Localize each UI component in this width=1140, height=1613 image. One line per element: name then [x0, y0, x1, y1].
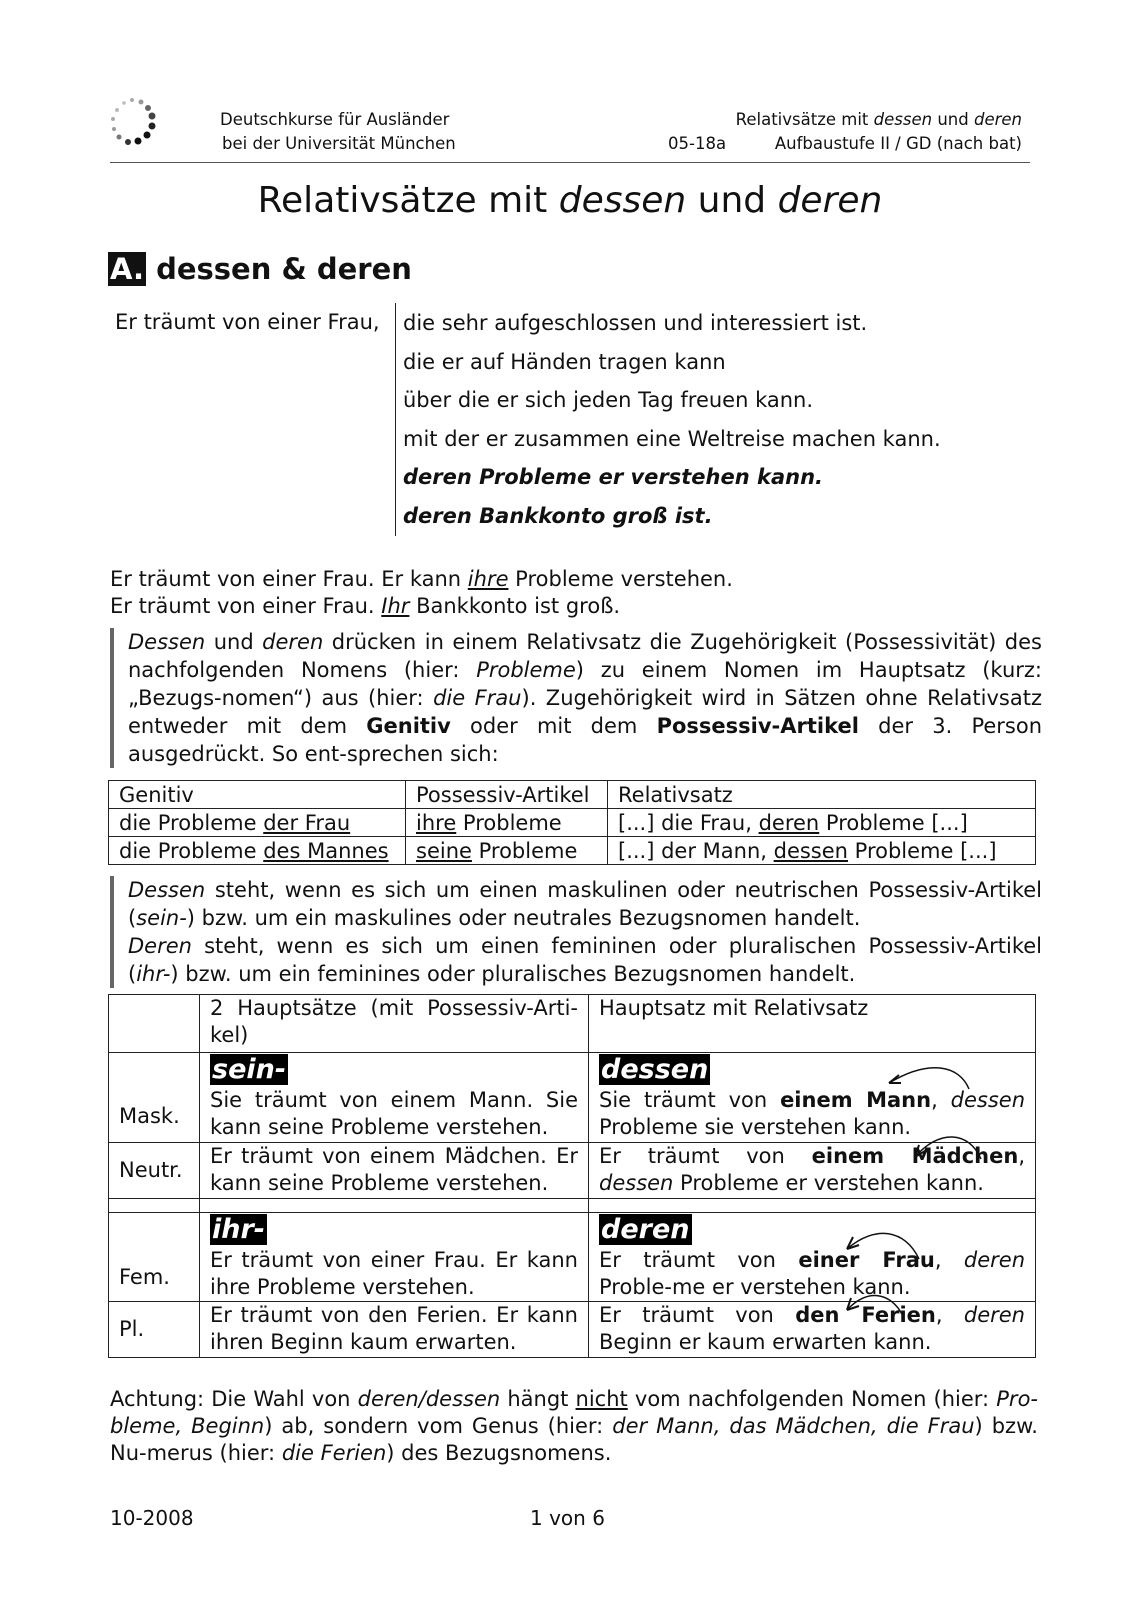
table-row: die Probleme der Frau ihre Probleme [...] die Frau, deren Probleme [...] [109, 809, 1036, 837]
university-logo [108, 96, 162, 152]
header-topic: Relativsätze mit dessen und deren 05-18a Aufbaustufe II / GD (nach bat) [668, 110, 1022, 153]
rule-note: Dessen steht, wenn es sich um einen maskulinen oder neutrischen Possessiv-Artikel (sein-) bzw. um ein maskulines oder neutrales Bezugsnomen handelt. Deren steht, wenn es sich um einen femininen oder pluralischen Possessiv-Artikel (ihr-) bzw. um ein feminines oder pluralisches Bezugsnomen handelt. [110, 876, 1042, 988]
tag-ihr: ihr- [212, 1214, 265, 1245]
tag-sein: sein- [212, 1054, 287, 1085]
table-spacer-row [109, 1199, 1036, 1213]
table-row: die Probleme des Mannes seine Probleme [...] der Mann, dessen Probleme [...] [109, 837, 1036, 865]
page-title: Relativsätze mit dessen und deren [257, 180, 883, 221]
table-header-row: 2 Hauptsätze (mit Possessiv-Arti-kel) Hauptsatz mit Relativsatz [109, 995, 1036, 1053]
relative-clause: deren Bankkonto groß ist. [403, 503, 713, 528]
tag-dessen: dessen [601, 1054, 709, 1085]
arrow-icon [839, 1223, 929, 1263]
relative-clause: deren Probleme er verstehen kann. [403, 465, 824, 489]
tag-deren: deren [601, 1214, 690, 1245]
arrow-icon [879, 1057, 979, 1097]
achtung-note: Achtung: Die Wahl von deren/dessen hängt nicht vom nachfolgenden Nomen (hier: Pro-bleme, Beginn) ab, sondern vom Genus (hier: der Mann, das Mädchen, die Frau) bzw. Nu-merus (hier: die Ferien) des Bezugsnomens. [110, 1387, 1038, 1465]
comparison-table [108, 780, 1036, 865]
relative-clause: mit der er zusammen eine Weltreise machen kann. [403, 426, 941, 451]
table-header-row: Genitiv Possessiv-Artikel Relativsatz [109, 781, 1036, 809]
divider-line [395, 303, 396, 536]
footer-date: 10-2008 [110, 1506, 194, 1530]
table-row-fem: Fem. ihr- Er träumt von einer Frau. Er kann ihre Probleme verstehen. deren Er träumt von einer Frau, deren Proble-me er verstehen kann. [109, 1213, 1036, 1302]
gender-table [108, 994, 1036, 1358]
section-a-heading: A. dessen & deren [110, 252, 412, 286]
page-number: 1 von 6 [530, 1506, 605, 1530]
table-row-pl: Pl. Er träumt von den Ferien. Er kann ihren Beginn kaum erwarten. Er träumt von den Ferien, deren Beginn er kaum erwarten kann. [109, 1302, 1036, 1358]
header-divider [110, 162, 1030, 163]
example-sentences: Er träumt von einer Frau. Er kann ihre Probleme verstehen. Er träumt von einer Frau. Ihr Bankkonto ist groß. [110, 567, 733, 618]
table-row-neutr: Neutr. Er träumt von einem Mädchen. Er kann seine Probleme verstehen. Er träumt von einem Mädchen, dessen Probleme er verstehen kann. [109, 1143, 1036, 1199]
relative-clause: die sehr aufgeschlossen und interessiert ist. [403, 311, 868, 335]
main-clause: Er träumt von einer Frau, [115, 310, 380, 334]
relative-clause: die er auf Händen tragen kann [403, 349, 726, 374]
arrow-icon [909, 1125, 989, 1165]
relative-clause: über die er sich jeden Tag freuen kann. [403, 388, 814, 412]
table-row-mask: Mask. sein- Sie träumt von einem Mann. Sie kann seine Probleme verstehen. dessen Sie träumt von einem Mann, dessen Probleme sie verstehen kann. [109, 1053, 1036, 1143]
relative-clause-list [403, 310, 941, 541]
explanation-note: Dessen und deren drücken in einem Relativsatz die Zugehörigkeit (Possessivität) des nachfolgenden Nomens (hier: Probleme) zu einem Nomen im Hauptsatz (kurz: „Bezugs-nomen“) aus (hier: die Frau). Zugehörigkeit wird in Sätzen ohne Relativsatz entweder mit dem Genitiv oder mit dem Possessiv-Artikel der 3. Person ausgedrückt. So ent-sprechen sich: [110, 628, 1042, 768]
arrow-icon [839, 1282, 919, 1322]
header-institution: Deutschkurse für Ausländer bei der Universität München [220, 110, 456, 153]
